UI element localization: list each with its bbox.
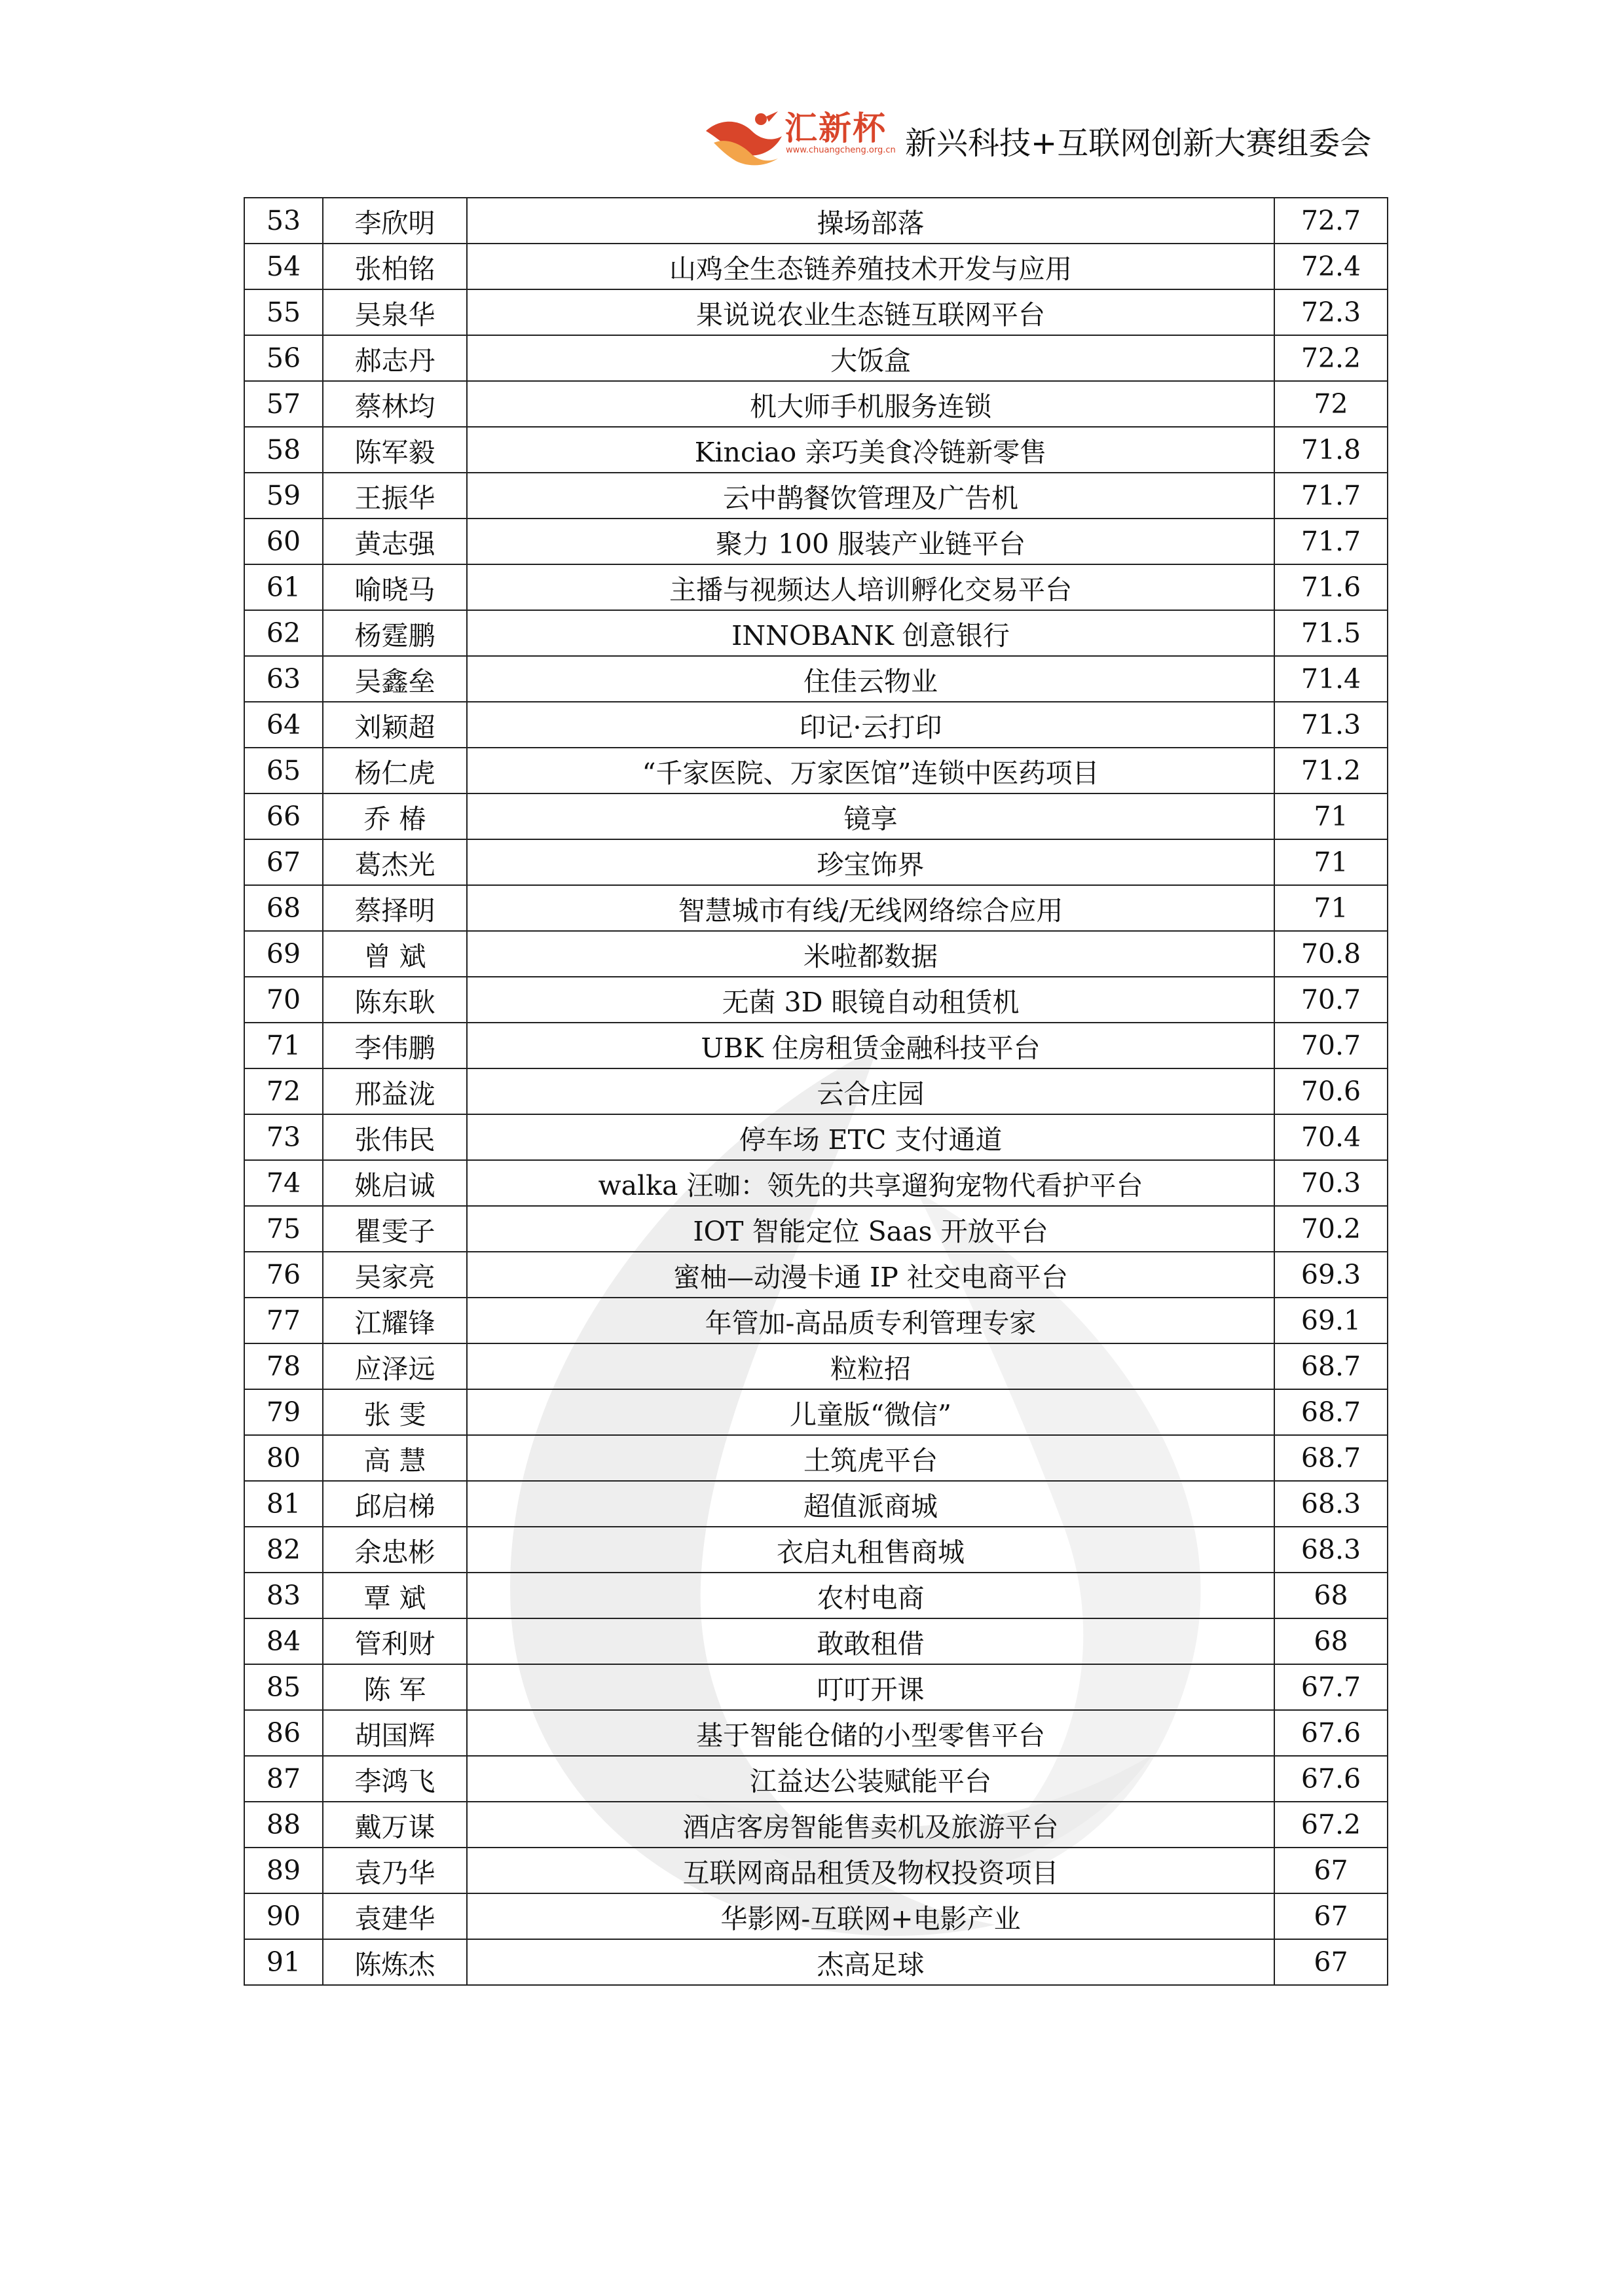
name-cell: 葛杰光 — [323, 839, 467, 885]
project-cell: 敢敢租借 — [467, 1618, 1274, 1664]
name-cell: 曾 斌 — [323, 931, 467, 977]
table-row — [244, 931, 1388, 977]
score-cell: 67.2 — [1274, 1802, 1388, 1848]
table-row — [244, 1068, 1388, 1114]
project-cell: 云中鹊餐饮管理及广告机 — [467, 473, 1274, 519]
table-row — [244, 1252, 1388, 1298]
rank-cell: 54 — [244, 244, 323, 289]
score-cell: 67 — [1274, 1893, 1388, 1939]
score-cell: 70.6 — [1274, 1068, 1388, 1114]
table-row — [244, 1664, 1388, 1710]
score-cell: 67.7 — [1274, 1664, 1388, 1710]
logo-title: 汇新杯 — [784, 109, 887, 147]
rank-cell: 63 — [244, 656, 323, 702]
table-row — [244, 1343, 1388, 1389]
rank-cell: 80 — [244, 1435, 323, 1481]
rank-cell: 73 — [244, 1114, 323, 1160]
project-cell: 智慧城市有线/无线网络综合应用 — [467, 885, 1274, 931]
project-cell: 操场部落 — [467, 198, 1274, 244]
table-row — [244, 1206, 1388, 1252]
rank-cell: 64 — [244, 702, 323, 748]
rank-cell: 81 — [244, 1481, 323, 1527]
rank-cell: 65 — [244, 748, 323, 793]
name-cell: 杨霆鹏 — [323, 610, 467, 656]
name-cell: 袁乃华 — [323, 1848, 467, 1893]
rank-cell: 55 — [244, 289, 323, 335]
rank-cell: 72 — [244, 1068, 323, 1114]
table-row — [244, 1114, 1388, 1160]
table-row — [244, 748, 1388, 793]
name-cell: 瞿雯子 — [323, 1206, 467, 1252]
rank-cell: 79 — [244, 1389, 323, 1435]
score-cell: 70.4 — [1274, 1114, 1388, 1160]
project-cell: 大饭盒 — [467, 335, 1274, 381]
name-cell: 邱启梯 — [323, 1481, 467, 1527]
score-cell: 71 — [1274, 793, 1388, 839]
rank-cell: 62 — [244, 610, 323, 656]
project-cell: 印记·云打印 — [467, 702, 1274, 748]
name-cell: 李伟鹏 — [323, 1023, 467, 1068]
score-cell: 67.6 — [1274, 1710, 1388, 1756]
name-cell: 张伟民 — [323, 1114, 467, 1160]
table-row — [244, 1802, 1388, 1848]
rank-cell: 66 — [244, 793, 323, 839]
table-row — [244, 519, 1388, 564]
logo-url: www.chuangcheng.org.cn — [786, 145, 896, 155]
page-header — [701, 98, 1388, 170]
score-cell: 70.8 — [1274, 931, 1388, 977]
score-cell: 71.6 — [1274, 564, 1388, 610]
score-cell: 72 — [1274, 381, 1388, 427]
rank-cell: 70 — [244, 977, 323, 1023]
project-cell: UBK 住房租赁金融科技平台 — [467, 1023, 1274, 1068]
score-cell: 67 — [1274, 1939, 1388, 1985]
project-cell: 儿童版“微信” — [467, 1389, 1274, 1435]
project-cell: 超值派商城 — [467, 1481, 1274, 1527]
table-row — [244, 564, 1388, 610]
project-cell: 镜享 — [467, 793, 1274, 839]
name-cell: 王振华 — [323, 473, 467, 519]
rank-cell: 83 — [244, 1573, 323, 1618]
project-cell: 蜜柚—动漫卡通 IP 社交电商平台 — [467, 1252, 1274, 1298]
project-cell: 米啦都数据 — [467, 931, 1274, 977]
rank-cell: 68 — [244, 885, 323, 931]
rank-cell: 82 — [244, 1527, 323, 1573]
project-cell: 粒粒招 — [467, 1343, 1274, 1389]
score-cell: 72.2 — [1274, 335, 1388, 381]
name-cell: 刘颖超 — [323, 702, 467, 748]
table-row — [244, 1848, 1388, 1893]
score-cell: 68.3 — [1274, 1527, 1388, 1573]
rank-cell: 56 — [244, 335, 323, 381]
table-row — [244, 1389, 1388, 1435]
name-cell: 余忠彬 — [323, 1527, 467, 1573]
project-cell: 华影网-互联网+电影产业 — [467, 1893, 1274, 1939]
name-cell: 江耀锋 — [323, 1298, 467, 1343]
score-cell: 71 — [1274, 885, 1388, 931]
project-cell: 酒店客房智能售卖机及旅游平台 — [467, 1802, 1274, 1848]
results-table-body — [244, 198, 1388, 1985]
rank-cell: 85 — [244, 1664, 323, 1710]
project-cell: 主播与视频达人培训孵化交易平台 — [467, 564, 1274, 610]
rank-cell: 88 — [244, 1802, 323, 1848]
score-cell: 71.7 — [1274, 473, 1388, 519]
name-cell: 袁建华 — [323, 1893, 467, 1939]
results-table — [244, 197, 1388, 1986]
project-cell: Kinciao 亲巧美食冷链新零售 — [467, 427, 1274, 473]
score-cell: 69.1 — [1274, 1298, 1388, 1343]
rank-cell: 67 — [244, 839, 323, 885]
score-cell: 70.7 — [1274, 1023, 1388, 1068]
rank-cell: 74 — [244, 1160, 323, 1206]
project-cell: 聚力 100 服装产业链平台 — [467, 519, 1274, 564]
project-cell: IOT 智能定位 Saas 开放平台 — [467, 1206, 1274, 1252]
table-row — [244, 1939, 1388, 1985]
name-cell: 姚启诚 — [323, 1160, 467, 1206]
project-cell: INNOBANK 创意银行 — [467, 610, 1274, 656]
score-cell: 68.3 — [1274, 1481, 1388, 1527]
project-cell: 无菌 3D 眼镜自动租赁机 — [467, 977, 1274, 1023]
name-cell: 陈炼杰 — [323, 1939, 467, 1985]
score-cell: 68 — [1274, 1618, 1388, 1664]
rank-cell: 53 — [244, 198, 323, 244]
name-cell: 喻晓马 — [323, 564, 467, 610]
project-cell: 山鸡全生态链养殖技术开发与应用 — [467, 244, 1274, 289]
name-cell: 乔 椿 — [323, 793, 467, 839]
name-cell: 吴鑫垒 — [323, 656, 467, 702]
score-cell: 71 — [1274, 839, 1388, 885]
score-cell: 67.6 — [1274, 1756, 1388, 1802]
rank-cell: 75 — [244, 1206, 323, 1252]
project-cell: 机大师手机服务连锁 — [467, 381, 1274, 427]
table-row — [244, 977, 1388, 1023]
table-row — [244, 427, 1388, 473]
table-row — [244, 289, 1388, 335]
project-cell: 衣启丸租售商城 — [467, 1527, 1274, 1573]
table-row — [244, 885, 1388, 931]
table-row — [244, 381, 1388, 427]
project-cell: 叮叮开课 — [467, 1664, 1274, 1710]
name-cell: 郝志丹 — [323, 335, 467, 381]
project-cell: 江益达公装赋能平台 — [467, 1756, 1274, 1802]
project-cell: “千家医院、万家医馆”连锁中医药项目 — [467, 748, 1274, 793]
name-cell: 吴家亮 — [323, 1252, 467, 1298]
project-cell: 住佳云物业 — [467, 656, 1274, 702]
name-cell: 陈东耿 — [323, 977, 467, 1023]
organizer-name: 新兴科技+互联网创新大赛组委会 — [905, 125, 1372, 162]
score-cell: 71.5 — [1274, 610, 1388, 656]
rank-cell: 77 — [244, 1298, 323, 1343]
rank-cell: 89 — [244, 1848, 323, 1893]
project-cell: 年管加-高品质专利管理专家 — [467, 1298, 1274, 1343]
table-row — [244, 1527, 1388, 1573]
table-row — [244, 1435, 1388, 1481]
table-row — [244, 335, 1388, 381]
name-cell: 黄志强 — [323, 519, 467, 564]
rank-cell: 91 — [244, 1939, 323, 1985]
rank-cell: 76 — [244, 1252, 323, 1298]
name-cell: 杨仁虎 — [323, 748, 467, 793]
project-cell: 互联网商品租赁及物权投资项目 — [467, 1848, 1274, 1893]
name-cell: 蔡择明 — [323, 885, 467, 931]
name-cell: 胡国辉 — [323, 1710, 467, 1756]
name-cell: 管利财 — [323, 1618, 467, 1664]
name-cell: 邢益泷 — [323, 1068, 467, 1114]
table-row — [244, 244, 1388, 289]
rank-cell: 86 — [244, 1710, 323, 1756]
project-cell: 云合庄园 — [467, 1068, 1274, 1114]
score-cell: 71.8 — [1274, 427, 1388, 473]
name-cell: 李欣明 — [323, 198, 467, 244]
rank-cell: 78 — [244, 1343, 323, 1389]
name-cell: 覃 斌 — [323, 1573, 467, 1618]
table-row — [244, 1710, 1388, 1756]
rank-cell: 71 — [244, 1023, 323, 1068]
score-cell: 67 — [1274, 1848, 1388, 1893]
table-row — [244, 1573, 1388, 1618]
name-cell: 吴泉华 — [323, 289, 467, 335]
table-row — [244, 1481, 1388, 1527]
table-row — [244, 1618, 1388, 1664]
score-cell: 68.7 — [1274, 1435, 1388, 1481]
name-cell: 陈军毅 — [323, 427, 467, 473]
table-row — [244, 839, 1388, 885]
score-cell: 72.4 — [1274, 244, 1388, 289]
project-cell: 果说说农业生态链互联网平台 — [467, 289, 1274, 335]
project-cell: 土筑虎平台 — [467, 1435, 1274, 1481]
project-cell: 基于智能仓储的小型零售平台 — [467, 1710, 1274, 1756]
score-cell: 71.3 — [1274, 702, 1388, 748]
score-cell: 70.7 — [1274, 977, 1388, 1023]
score-cell: 69.3 — [1274, 1252, 1388, 1298]
score-cell: 72.7 — [1274, 198, 1388, 244]
rank-cell: 57 — [244, 381, 323, 427]
score-cell: 68 — [1274, 1573, 1388, 1618]
name-cell: 张柏铭 — [323, 244, 467, 289]
rank-cell: 69 — [244, 931, 323, 977]
rank-cell: 59 — [244, 473, 323, 519]
table-row — [244, 656, 1388, 702]
rank-cell: 87 — [244, 1756, 323, 1802]
score-cell: 70.3 — [1274, 1160, 1388, 1206]
name-cell: 陈 军 — [323, 1664, 467, 1710]
score-cell: 71.2 — [1274, 748, 1388, 793]
project-cell: 农村电商 — [467, 1573, 1274, 1618]
score-cell: 72.3 — [1274, 289, 1388, 335]
name-cell: 蔡林均 — [323, 381, 467, 427]
phoenix-logo-icon — [701, 105, 786, 167]
score-cell: 68.7 — [1274, 1389, 1388, 1435]
rank-cell: 61 — [244, 564, 323, 610]
table-row — [244, 473, 1388, 519]
rank-cell: 60 — [244, 519, 323, 564]
name-cell: 李鸿飞 — [323, 1756, 467, 1802]
table-row — [244, 1023, 1388, 1068]
score-cell: 70.2 — [1274, 1206, 1388, 1252]
score-cell: 71.4 — [1274, 656, 1388, 702]
project-cell: 杰高足球 — [467, 1939, 1274, 1985]
project-cell: 停车场 ETC 支付通道 — [467, 1114, 1274, 1160]
rank-cell: 58 — [244, 427, 323, 473]
project-cell: walka 汪咖：领先的共享遛狗宠物代看护平台 — [467, 1160, 1274, 1206]
table-row — [244, 1160, 1388, 1206]
table-row — [244, 1893, 1388, 1939]
rank-cell: 90 — [244, 1893, 323, 1939]
table-row — [244, 1298, 1388, 1343]
table-row — [244, 610, 1388, 656]
project-cell: 珍宝饰界 — [467, 839, 1274, 885]
name-cell: 戴万谋 — [323, 1802, 467, 1848]
name-cell: 张 雯 — [323, 1389, 467, 1435]
name-cell: 应泽远 — [323, 1343, 467, 1389]
table-row — [244, 198, 1388, 244]
rank-cell: 84 — [244, 1618, 323, 1664]
name-cell: 高 慧 — [323, 1435, 467, 1481]
table-row — [244, 702, 1388, 748]
table-row — [244, 1756, 1388, 1802]
score-cell: 68.7 — [1274, 1343, 1388, 1389]
score-cell: 71.7 — [1274, 519, 1388, 564]
table-row — [244, 793, 1388, 839]
